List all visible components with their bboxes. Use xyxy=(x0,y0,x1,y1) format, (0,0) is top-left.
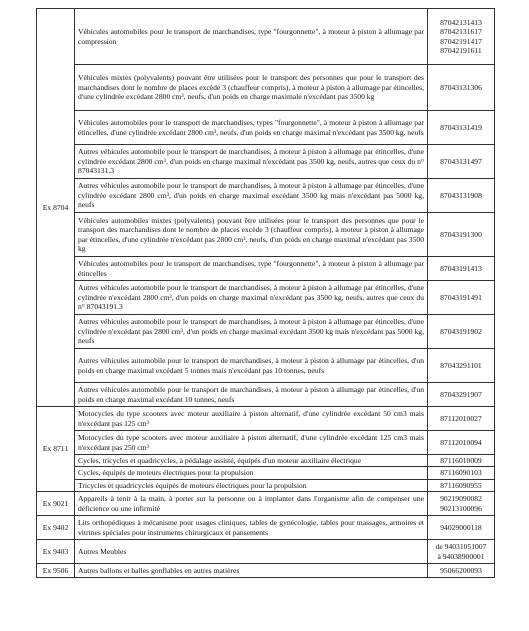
description-cell: Cycles, équipés de moteurs électriques pour la propulsion xyxy=(75,467,428,479)
code-cell xyxy=(428,492,495,516)
tariff-table-body xyxy=(37,9,495,578)
code-cell xyxy=(428,349,495,383)
code-cell xyxy=(428,431,495,455)
tariff-code: 87112010094 xyxy=(440,437,482,447)
tariff-code: 87043131306 xyxy=(440,82,482,92)
table-row xyxy=(37,145,495,179)
code-cell xyxy=(428,516,495,540)
description-cell: Autres véhicules automobile pour le transport de marchandises, à moteur à piston à allumage par étincelles, d'une cylindrée n'excédant pas 2800 cm³, d'un poids en charge maximal excédant 3500 kg mais n'excédant pas 5000 kg, neufs xyxy=(75,315,428,349)
tariff-code: 87042131617 xyxy=(440,27,482,37)
code-cell xyxy=(428,281,495,315)
heading-cell: Ex 9021 xyxy=(37,492,75,516)
table-row xyxy=(37,564,495,578)
code-cell xyxy=(428,564,495,578)
code-cell xyxy=(428,315,495,349)
table-row xyxy=(37,179,495,213)
tariff-code: 87042191611 xyxy=(440,45,482,55)
description-cell: Véhicules automobiles pour le transport de marchandises, type "fourgonnette", à moteur à piston à allumage par étincelles xyxy=(75,257,428,281)
description-cell: Motocycles du type scooters avec moteur auxiliaire à piston alternatif, d'une cylindrée excédant 125 cm3 mais n'excédant pas 250 cm³ xyxy=(75,431,428,455)
description-cell: Autres véhicules automobile pour le transport de marchandises, à moteur à piston à allumage par étincelles, d'un poids en charge maximal excédant 5 tonnes mais n'excédant pas 10 tonnes, neufs xyxy=(75,349,428,383)
description-cell: Cycles, tricycles et quadricycles, à pédalage assisté, équipés d'un moteur auxiliaire électrique xyxy=(75,455,428,467)
tariff-table xyxy=(36,8,495,578)
tariff-code: 95066200093 xyxy=(440,566,482,576)
tariff-code: 87042191417 xyxy=(440,36,482,46)
tariff-code: 87043291101 xyxy=(440,360,482,370)
table-row xyxy=(37,516,495,540)
table-row xyxy=(37,349,495,383)
table-row xyxy=(37,467,495,479)
description-cell: Motocycles du type scooters avec moteur auxiliaire à piston alternatif, d'une cylindrée excédant 50 cm3 mais n'excédant pas 125 cm³ xyxy=(75,407,428,431)
description-cell: Autres véhicules automobile pour le transport de marchandises, à moteur à piston à allumage par étincelles, d'une cylindrée excédant 2800 cm³, d'un poids en charge maximal n'excédant pas 3500 kg, neufs, autres que ceux du n° 87043131.3 xyxy=(75,145,428,179)
tariff-code: 87112010027 xyxy=(440,413,482,423)
code-cell xyxy=(428,540,495,564)
heading-cell: Ex 9403 xyxy=(37,540,75,564)
description-cell: Appareils à tenir à la main, à porter sur la personne ou à implanter dans l'organisme afin de compenser une déficience ou une infirmité xyxy=(75,492,428,516)
table-row xyxy=(37,257,495,281)
code-cell xyxy=(428,467,495,479)
table-row xyxy=(37,455,495,467)
description-cell: Lits orthopédiques à mécanisme pour usages cliniques, tables de gynécologie, tables pour massages, armoires et vitrines spéciales pour instruments chirurgicaux et pansements xyxy=(75,516,428,540)
tariff-code: 87043131908 xyxy=(440,190,482,200)
table-row xyxy=(37,315,495,349)
tariff-code: 87043131419 xyxy=(440,122,482,132)
description-cell: Autres véhicules automobile pour le transport de marchandises, à moteur à piston à allumage par étincelles, d'une cylindrée n'excédant 2800 cm³, d'un poids en charge maximal n'excédant pas 3500 kg, neufs, autres que ceux du n° 87043191.3 xyxy=(75,281,428,315)
code-cell xyxy=(428,179,495,213)
code-cell xyxy=(428,455,495,467)
table-row xyxy=(37,492,495,516)
description-cell: Autres véhicules automobile pour le transport de marchandises, à moteur à piston à allumage par étincelles, d'une cylindrée excédant 2800 cm³, d'un poids en charge maximal excédant 3500 kg mais n'excédant pas 5000 kg, neufs xyxy=(75,179,428,213)
code-cell xyxy=(428,383,495,407)
table-row xyxy=(37,281,495,315)
table-row xyxy=(37,213,495,257)
table-row xyxy=(37,431,495,455)
tariff-code: à 94038900001 xyxy=(437,551,485,561)
code-cell xyxy=(428,65,495,111)
code-cell xyxy=(428,111,495,145)
tariff-code: 87116090103 xyxy=(440,468,482,478)
table-row xyxy=(37,540,495,564)
description-cell: Autres Meubles xyxy=(75,540,428,564)
tariff-code: 94029000118 xyxy=(440,523,482,533)
table-row xyxy=(37,9,495,65)
description-cell: Véhicules mixtes (polyvalents) pouvant être utilisées pour le transport des personnes que pour le transport des marchandises dont le nombre de places excède 3 (chauffeur compris), à moteur à piston à allumage par étincelles, d'une cylindrée excédant 2800 cm³, neufs, d'un poids en charge maximale n'excédant pas 3500 kg xyxy=(75,65,428,111)
tariff-code: 87042131413 xyxy=(440,17,482,27)
heading-cell: Ex 8711 xyxy=(37,407,75,492)
tariff-code: 87043191413 xyxy=(440,263,482,273)
description-cell: Véhicules automobiles pour le transport de marchandises, types "fourgonnette", à moteur à piston à allumage par étincelles, d'une cylindrée excédant 2800 cm³, neufs, d'un poids en charge maximal n'excédant pas 3500 kg, neufs xyxy=(75,111,428,145)
table-row xyxy=(37,383,495,407)
description-cell: Autres ballons et balles gonflables en autres matières xyxy=(75,564,428,578)
code-cell xyxy=(428,145,495,179)
description-cell: Tricycles et quadricycles équipés de moteurs électriques pour la propulsion xyxy=(75,479,428,491)
tariff-code: 87043191300 xyxy=(440,229,482,239)
code-cell xyxy=(428,407,495,431)
table-row xyxy=(37,407,495,431)
tariff-code: 87043131497 xyxy=(440,156,482,166)
code-cell xyxy=(428,213,495,257)
tariff-code: 90213100096 xyxy=(440,503,482,513)
tariff-code: 87043291907 xyxy=(440,389,482,399)
table-row xyxy=(37,111,495,145)
tariff-code: 87043191902 xyxy=(440,326,482,336)
heading-cell: Ex 9402 xyxy=(37,516,75,540)
heading-cell: Ex 9506 xyxy=(37,564,75,578)
description-cell: Véhicules automobiles mixtes (polyvalents) pouvant être utilisées pour le transport des personnes que pour le transport des marchandises dont le nombre de places excède 3 (chauffeur compris), à moteur à piston à allumage par étincelles, d'une cylindrée n'excédant pas 2800 cm³, neufs, d'un poids en charge maximal n'excédant pas 3500 kg xyxy=(75,213,428,257)
code-cell xyxy=(428,9,495,65)
tariff-code: 90219090082 xyxy=(440,494,482,504)
tariff-code: 87043191491 xyxy=(440,292,482,302)
table-row xyxy=(37,479,495,491)
description-cell: Véhicules automobiles pour le transport de marchandises, type "fourgonnette", à moteur à piston à allumage par compression xyxy=(75,9,428,65)
description-cell: Autres véhicules automobile pour le transport de marchandises, à moteur à piston à allumage par étincelles, d'un poids en charge maximal excédant 10 tonnes, neufs xyxy=(75,383,428,407)
heading-cell: Ex 8704 xyxy=(37,9,75,407)
tariff-code: 87116090955 xyxy=(440,480,482,490)
code-cell xyxy=(428,257,495,281)
tariff-code: 87116010009 xyxy=(440,456,482,465)
code-cell xyxy=(428,479,495,491)
tariff-code: de 94031051007 xyxy=(435,542,487,552)
table-row xyxy=(37,65,495,111)
